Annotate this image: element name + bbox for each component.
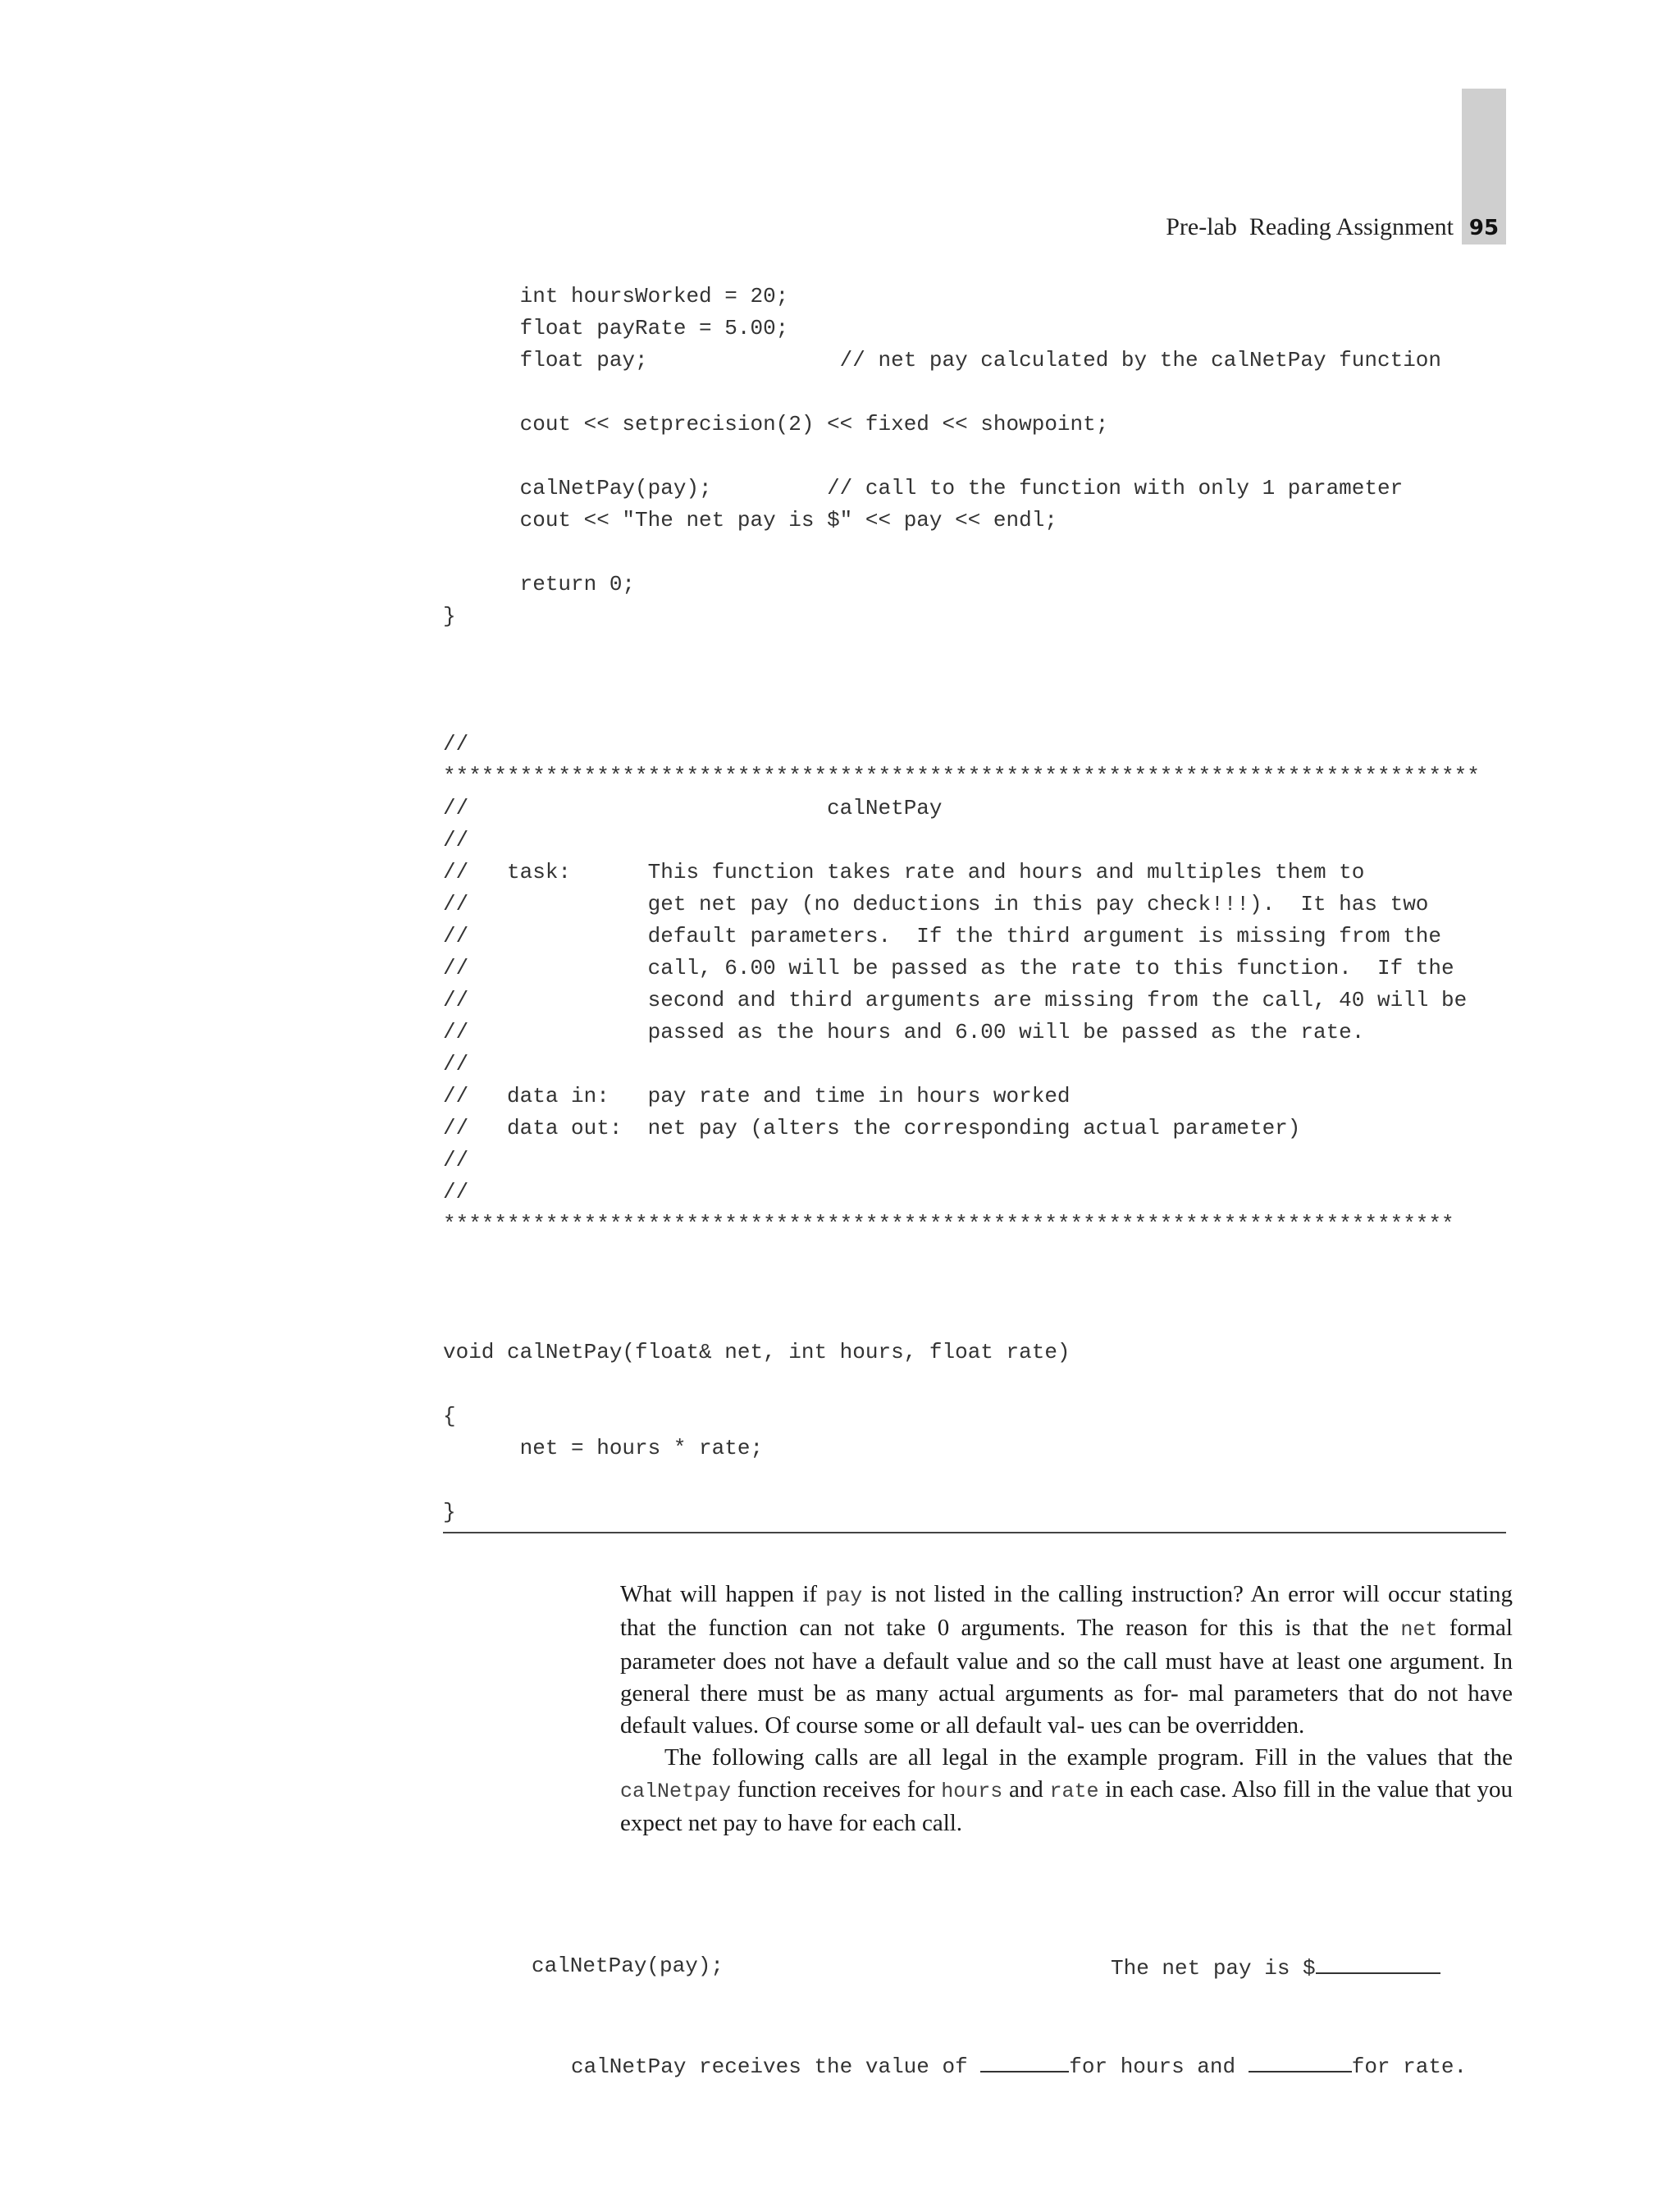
exercise-receives-row [532,2048,1516,2081]
inline-code-pay: pay [825,1584,863,1608]
net-pay-answer [1111,1949,1440,1985]
text-run: function receives for [731,1776,942,1803]
receives-label: calNetPay receives the value of [571,2054,981,2079]
section-divider [443,1532,1506,1533]
inline-code-net: net [1400,1618,1438,1642]
exercise-call-row [532,1949,1516,1982]
paragraph-what-happens [620,1579,1513,1742]
code-listing-calnetpay: // ********************************************************************************* // calNetPay // // task: This function takes rate and hours and multiples them to // get net pay (no deductions in this pay check!!!). It has two // default parameters. If the third argument is missing from the // call, 6.00 will be passed as the rate to this function. If the // second and third arguments are missing from the call, 40 will be // passed as the hours and 6.00 will be passed as the rate. // // data in: pay rate and time in hours worked // data out: net pay (alters the corresponding actual parameter) // // ******************************************************************************* void calNetPay(float& net, int hours, float rate) { net = hours * rate; } [443,732,1480,1524]
net-pay-label: The net pay is $ [1111,1956,1316,1981]
text-run: in each case. Also fill in the value that you expect net pay to have for each call. [620,1776,1513,1836]
net-pay-blank[interactable] [1316,1949,1440,1974]
explanation-text [620,1579,1513,1839]
inline-code-calnetpay: calNetpay [620,1780,732,1803]
text-run: and [1002,1776,1050,1803]
hours-label: for hours and [1069,2054,1249,2079]
page-number: 95 [1468,216,1500,240]
fill-in-exercise [532,1884,1516,2146]
paragraph-following-calls [620,1742,1513,1839]
text-run: formal parameter does not have a default value and so the call must have at least one argument. In general there must be as many actual arguments as for- mal parameters that do not have default values. Of course some or all default val- ues can be overridden. [620,1615,1513,1739]
text-run: What will happen if [620,1581,826,1607]
running-head: Pre-lab Reading Assignment [1166,213,1454,240]
text-run: is not listed in the calling instruction? An error will occur stating that the function can not take 0 arguments. The reason for this is that the [620,1581,1513,1641]
receives-line [571,2048,1467,2083]
code-listing-main-end: int hoursWorked = 20; float payRate = 5.00; float pay; // net pay calculated by the calNetPay function cout << setprecision(2) << fixed << showpoint; calNetPay(pay); // call to the function with only 1 parameter cout << "The net pay is $" << pay << endl; return 0; } [443,284,1441,628]
inline-code-hours: hours [941,1780,1003,1803]
exercise-call: calNetPay(pay); [532,1954,724,1978]
text-run: The following calls are all legal in the example program. Fill in the values that the [664,1744,1513,1771]
inline-code-rate: rate [1049,1780,1099,1803]
hours-value-blank[interactable] [980,2048,1069,2072]
rate-label: for rate. [1351,2054,1468,2079]
rate-value-blank[interactable] [1249,2048,1352,2072]
